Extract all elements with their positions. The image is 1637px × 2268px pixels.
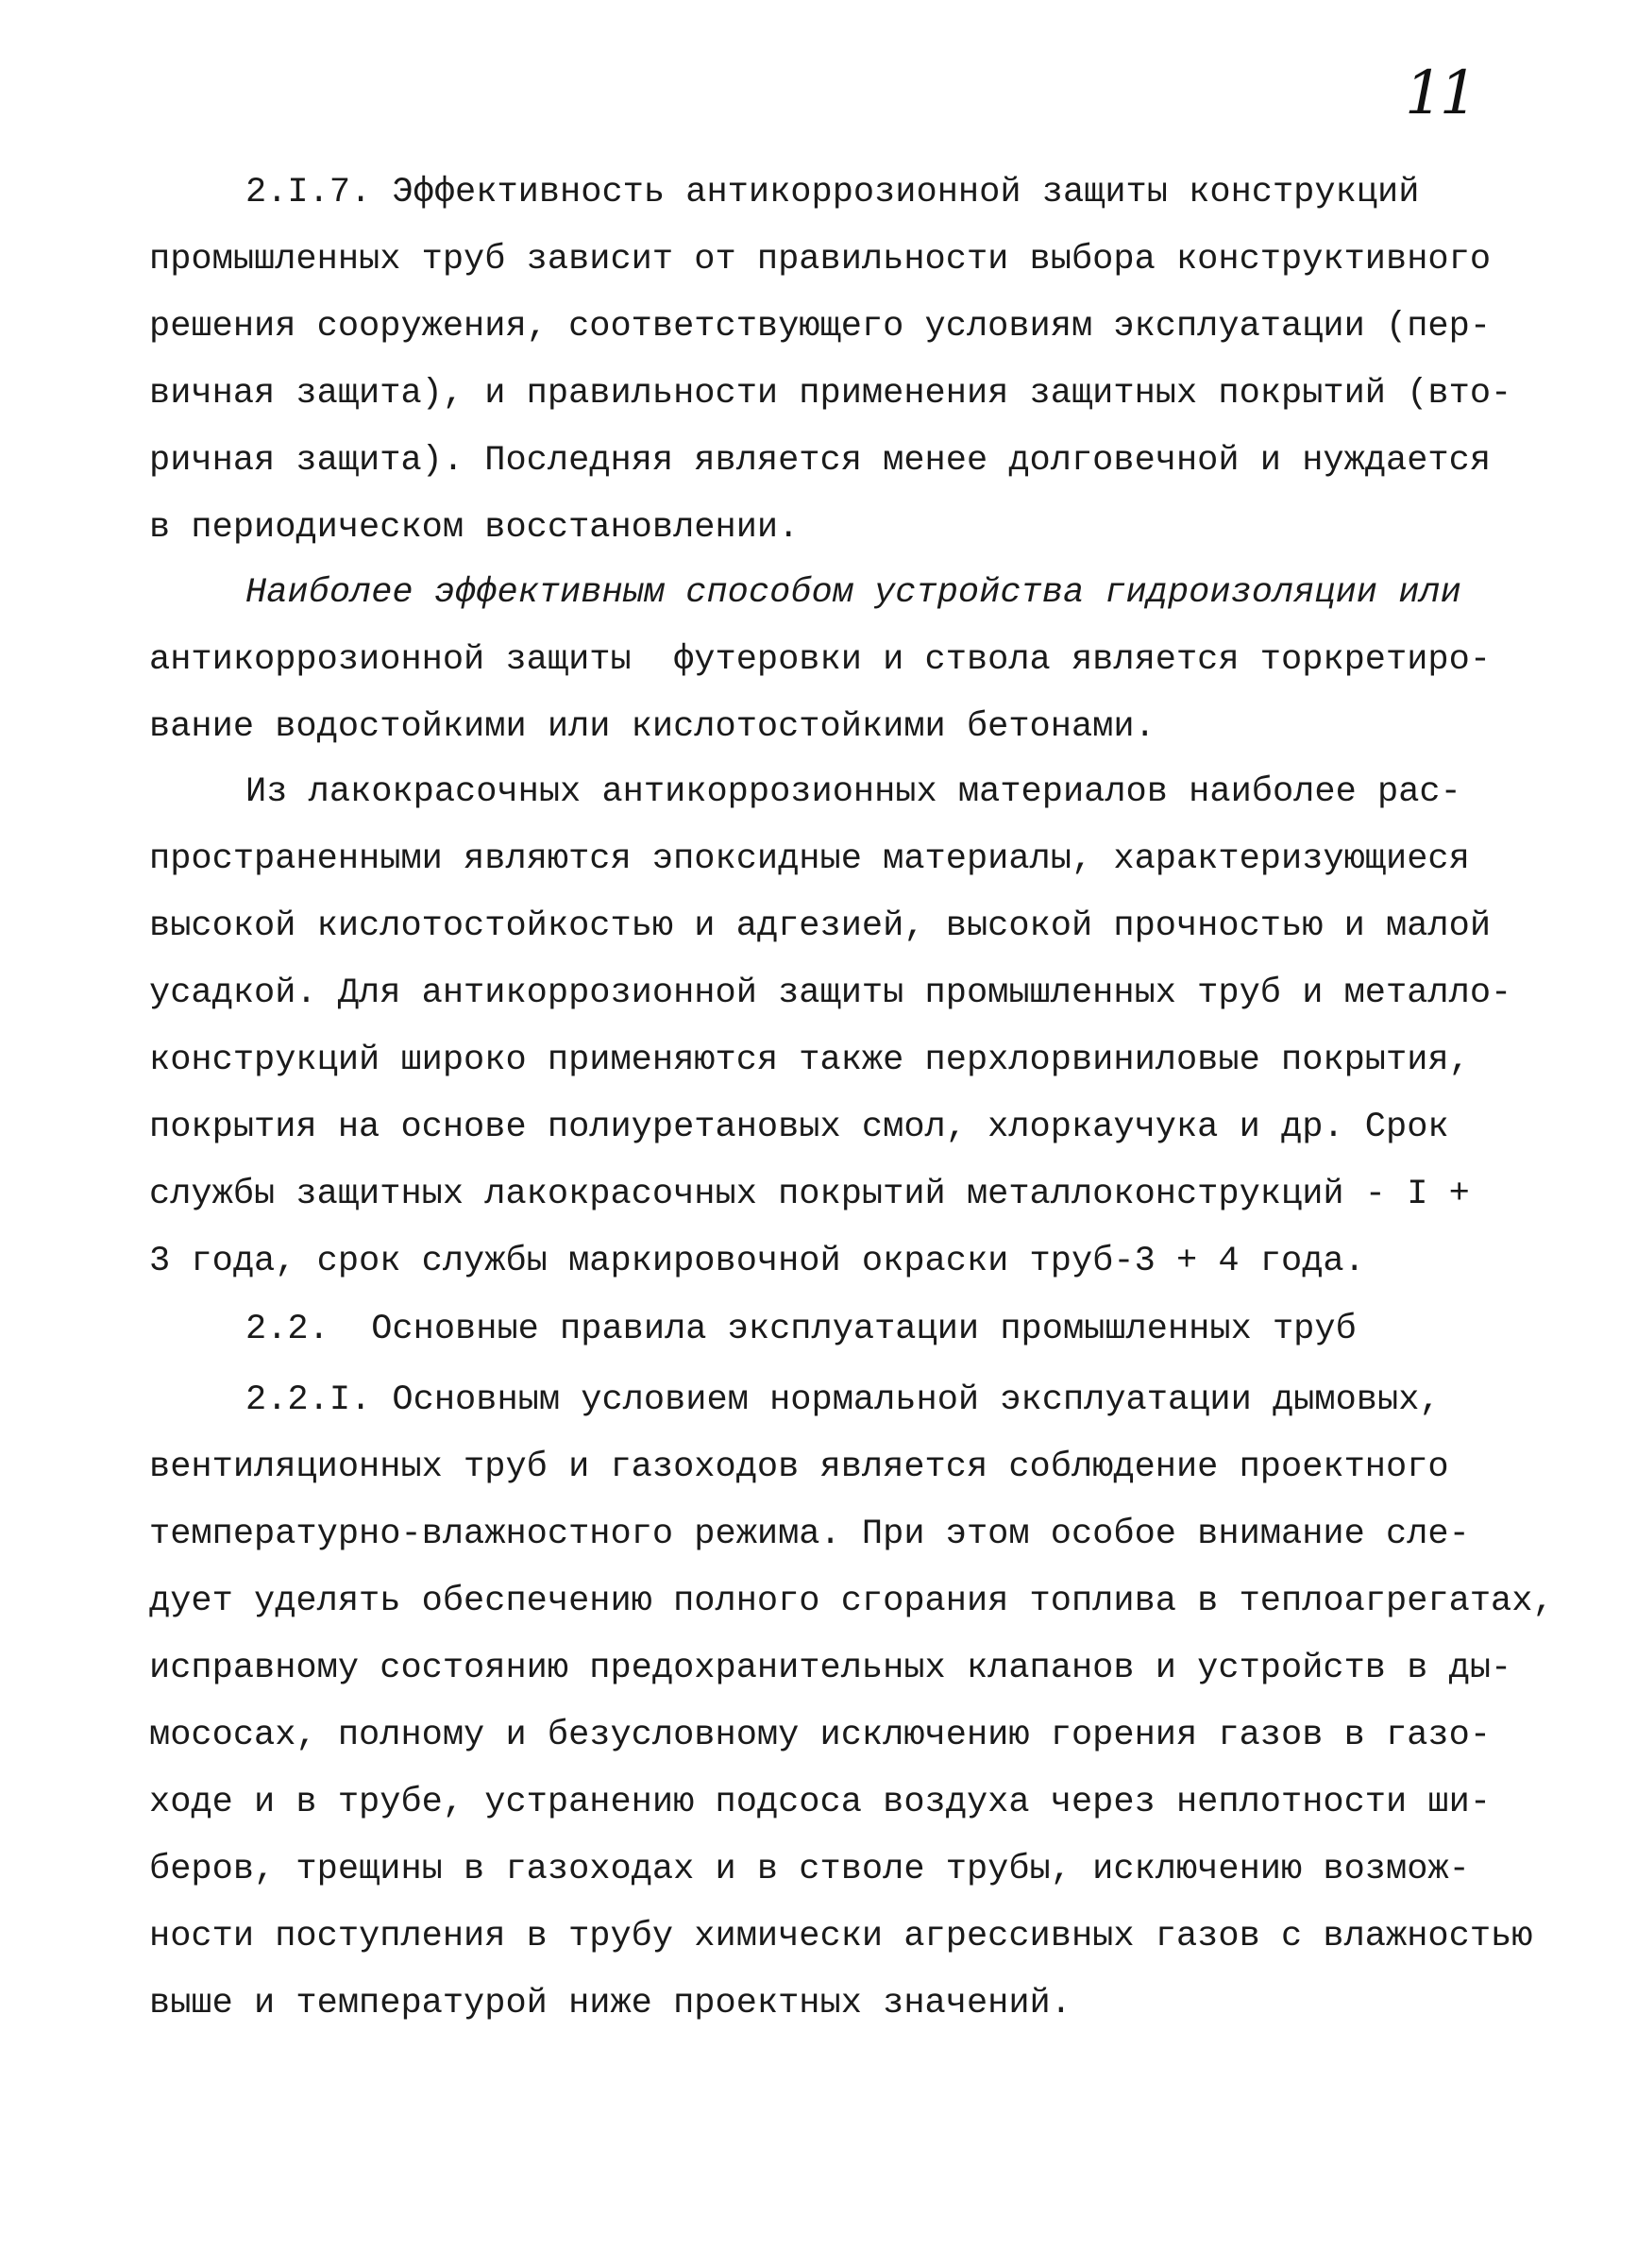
text-line: выше и температурой ниже проектных значений. <box>149 1984 1072 2023</box>
text-line: ности поступления в трубу химически агрессивных газов с влажностью <box>149 1917 1533 1956</box>
section-heading: 2.2. Основные правила эксплуатации промышленных труб <box>245 1310 1357 1349</box>
text-line: Наиболее эффективным способом устройства гидроизоляции или <box>245 573 1461 613</box>
text-line: температурно-влажностного режима. При этом особое внимание сле- <box>149 1515 1470 1554</box>
text-line: ричная защита). Последняя является менее долговечной и нуждается <box>149 441 1492 481</box>
text-line: вание водостойкими или кислотостойкими бетонами. <box>149 707 1156 747</box>
text-line: пространенными являются эпоксидные материалы, характеризующиеся <box>149 839 1470 879</box>
text-line: 3 года, срок службы маркировочной окраски труб-3 + 4 года. <box>149 1242 1365 1281</box>
text-line: дует уделять обеспечению полного сгорания топлива в теплоагрегатах, <box>149 1582 1554 1621</box>
text-line: вичная защита), и правильности применения защитных покрытий (вто- <box>149 374 1512 414</box>
text-line: мососах, полному и безусловному исключению горения газов в газо- <box>149 1716 1492 1755</box>
text-line: Из лакокрасочных антикоррозионных материалов наиболее рас- <box>245 772 1461 812</box>
text-line: службы защитных лакокрасочных покрытий металлоконструкций - I + <box>149 1175 1470 1214</box>
page-number: 11 <box>1405 59 1475 128</box>
text-line: промышленных труб зависит от правильности выбора конструктивного <box>149 240 1492 279</box>
text-line: покрытия на основе полиуретановых смол, хлоркаучука и др. Срок <box>149 1108 1449 1147</box>
text-line: 2.2.I. Основным условием нормальной эксплуатации дымовых, <box>245 1380 1441 1420</box>
text-line: антикоррозионной защиты футеровки и ствола является торкретиро- <box>149 640 1492 680</box>
text-line: конструкций широко применяются также перхлорвиниловые покрытия, <box>149 1041 1470 1080</box>
text-line: 2.I.7. Эффективность антикоррозионной защиты конструкций <box>245 173 1420 212</box>
text-line: вентиляционных труб и газоходов является соблюдение проектного <box>149 1447 1449 1487</box>
text-line: ходе и в трубе, устранению подсоса воздуха через неплотности ши- <box>149 1783 1492 1822</box>
text-line: решения сооружения, соответствующего условиям эксплуатации (пер- <box>149 307 1492 347</box>
text-line: исправному состоянию предохранительных клапанов и устройств в ды- <box>149 1649 1512 1688</box>
text-line: высокой кислотостойкостью и адгезией, высокой прочностью и малой <box>149 906 1492 946</box>
text-line: беров, трещины в газоходах и в стволе трубы, исключению возмож- <box>149 1850 1470 1889</box>
text-line: усадкой. Для антикоррозионной защиты промышленных труб и металло- <box>149 973 1512 1013</box>
text-line: в периодическом восстановлении. <box>149 508 800 548</box>
